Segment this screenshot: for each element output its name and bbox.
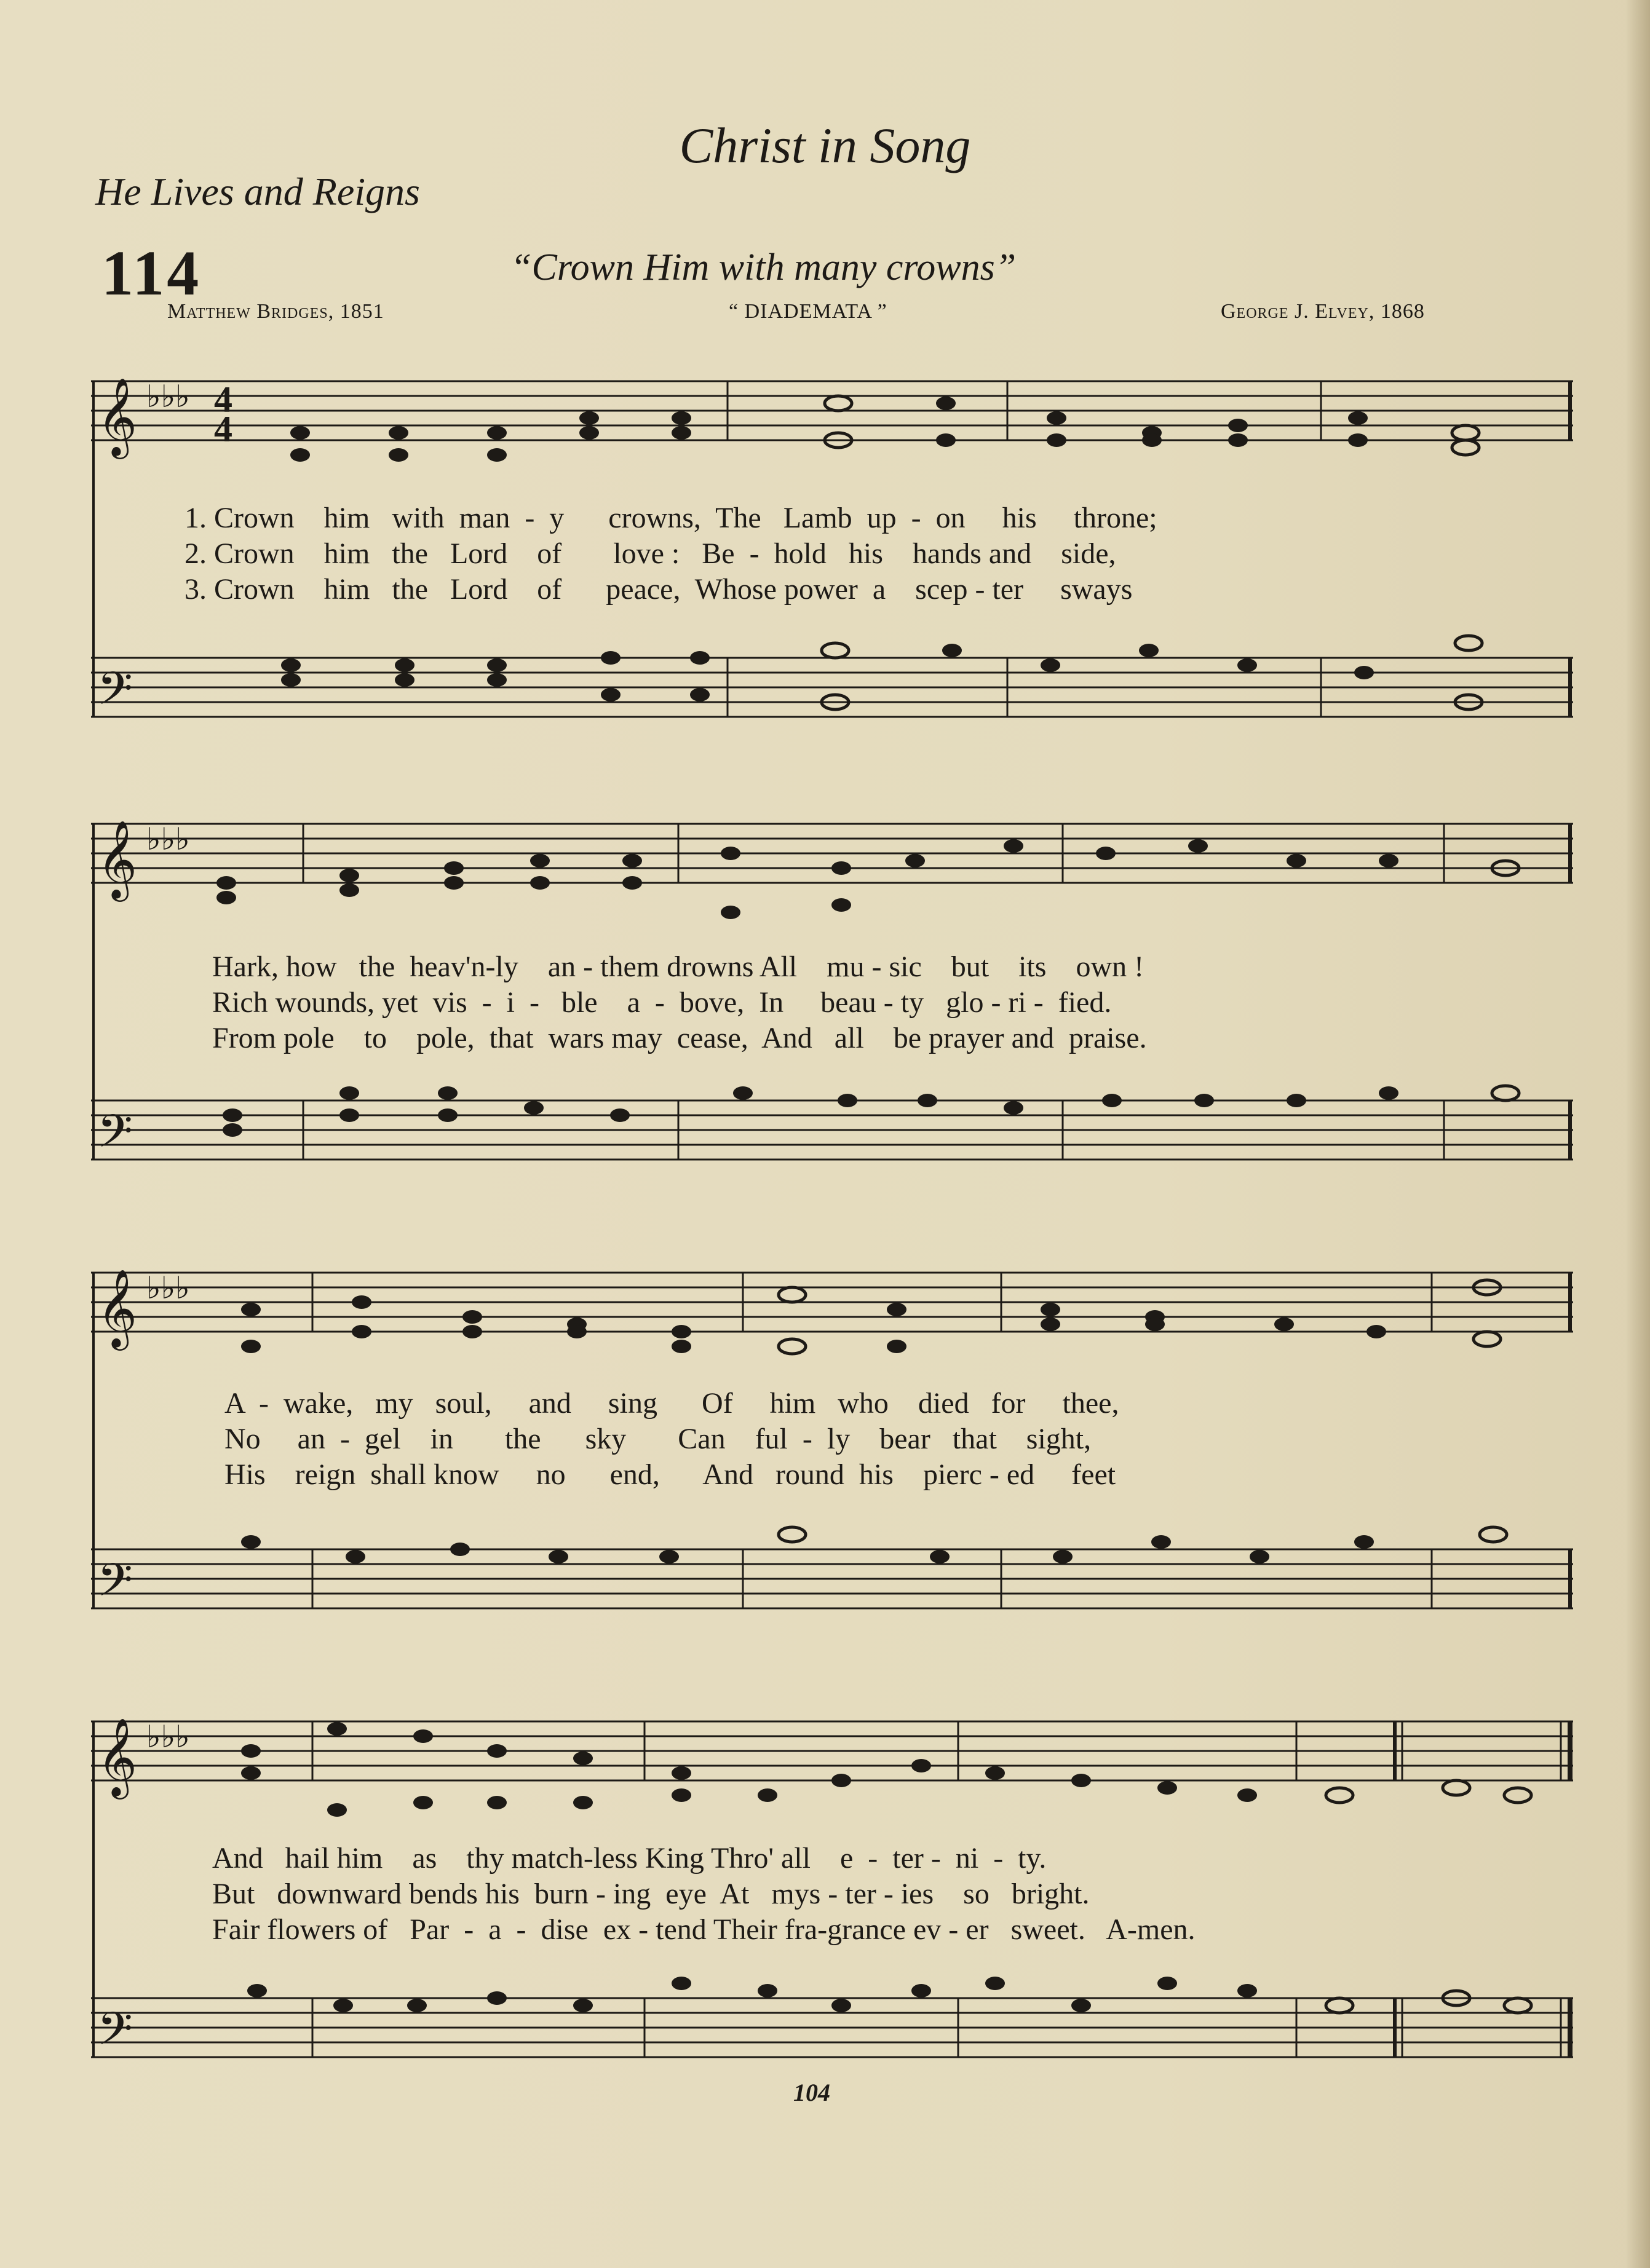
treble-clef-icon: 𝄞 — [97, 377, 138, 456]
book-title: Christ in Song — [679, 117, 971, 173]
bass-clef-icon: 𝄢 — [97, 662, 133, 727]
system-3-verse-3: His reign shall know no end, And round his pierc - ed feet — [224, 1458, 1116, 1491]
hymn-first-line: “Crown Him with many crowns” — [510, 247, 1017, 288]
system-3-staves — [91, 1260, 1573, 1654]
bass-clef-icon: 𝄢 — [97, 1105, 133, 1169]
tune-name: “ DIADEMATA ” — [729, 300, 887, 323]
system-3-verse-1: A - wake, my soul, and sing Of him who died for thee, — [224, 1387, 1119, 1420]
system-3-verse-2: No an - gel in the sky Can ful - ly bear that sight, — [224, 1423, 1092, 1455]
page-edge-shadow — [1625, 0, 1650, 2268]
treble-clef-icon: 𝄞 — [97, 820, 138, 898]
treble-notes — [290, 396, 1479, 462]
time-signature-bottom: 4 — [214, 409, 232, 449]
page-number: 104 — [793, 2079, 830, 2106]
hymn-number: 114 — [101, 238, 202, 309]
treble-clef-icon: 𝄞 — [97, 1268, 138, 1347]
system-4-verse-2: But downward bends his burn - ing eye At mys - ter - ies so bright. — [212, 1878, 1090, 1910]
bass-clef-icon: 𝄢 — [97, 1554, 133, 1618]
key-flat-icon: ♭♭♭ — [146, 1719, 190, 1755]
system-1-verse-3: 3. Crown him the Lord of peace, Whose power a scep - ter sways — [184, 573, 1133, 606]
system-2-verse-1: Hark, how the heav'n-ly an - them drowns All mu - sic but its own ! — [212, 950, 1144, 983]
time-signature-top: 4 — [214, 379, 232, 420]
author-credit: Matthew Bridges, 1851 — [167, 300, 384, 323]
key-flat-icon: ♭♭♭ — [146, 379, 190, 414]
system-2-verse-2: Rich wounds, yet vis - i - ble a - bove, In beau - ty glo - ri - fied. — [212, 986, 1112, 1019]
key-flat-icon: ♭♭♭ — [146, 821, 190, 857]
system-4-verse-3: Fair flowers of Par - a - dise ex - tend Their fra-grance ev - er sweet. A-men. — [212, 1913, 1196, 1946]
key-flat-icon: ♭♭♭ — [146, 1270, 190, 1306]
system-1-verse-1: 1. Crown him with man - y crowns, The Lamb up - on his throne; — [184, 502, 1157, 534]
section-title: He Lives and Reigns — [95, 170, 420, 213]
treble-clef-icon: 𝄞 — [97, 1717, 138, 1796]
system-1-verse-2: 2. Crown him the Lord of love : Be - hold his hands and side, — [184, 537, 1116, 570]
system-4-verse-1: And hail him as thy match-less King Thro' all e - ter - ni - ty. — [212, 1842, 1047, 1875]
system-2-verse-3: From pole to pole, that wars may cease, And all be prayer and praise. — [212, 1022, 1147, 1054]
composer-credit: George J. Elvey, 1868 — [1221, 300, 1425, 323]
bass-clef-icon: 𝄢 — [97, 2002, 133, 2067]
